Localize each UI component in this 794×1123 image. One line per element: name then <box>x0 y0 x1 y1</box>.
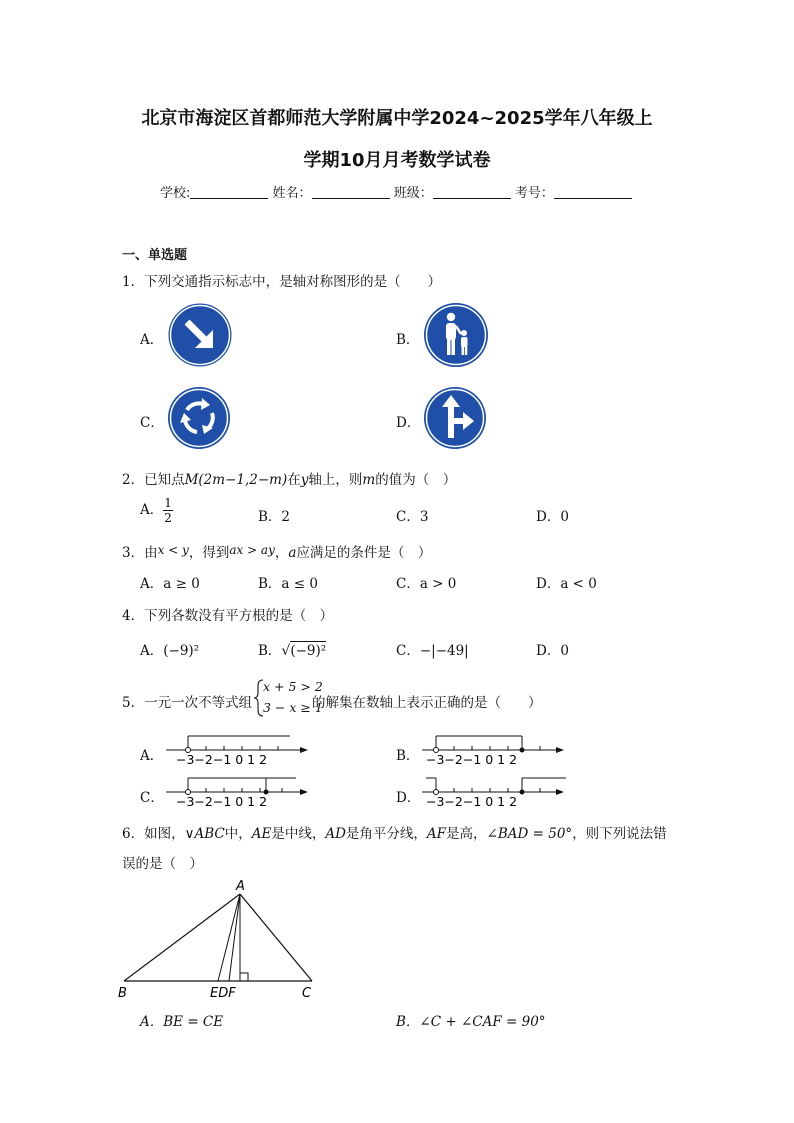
q4-sqrt-radicand: (−9)² <box>290 643 327 659</box>
q3-stem-c: ， <box>274 545 289 561</box>
q3-option-b: B．a ≤ 0 <box>258 576 318 592</box>
q3-option-c: C．a > 0 <box>396 576 457 592</box>
axis-labels: −3−2−1 0 1 2 <box>176 752 268 766</box>
name-label: 姓名： <box>272 186 312 201</box>
q5-option-a-label: A． <box>140 748 164 764</box>
q3-stem-d: 应满足的条件是（ ） <box>296 545 432 561</box>
q2-fraction <box>163 496 173 525</box>
roundabout-sign-icon <box>167 386 231 450</box>
q6-stem-b: 中， <box>224 826 252 842</box>
q4-stem: 4．下列各数没有平方根的是（ ） <box>122 608 334 624</box>
name-blank <box>312 186 390 199</box>
q2-stem-c: 轴上，则 <box>308 472 363 488</box>
q3-option-a: A．a ≥ 0 <box>140 576 200 592</box>
axis-labels: −3−2−1 0 1 2 <box>176 794 268 808</box>
student-info-row <box>160 182 632 201</box>
pedestrian-sign-icon <box>423 302 489 368</box>
q3-stem-b: ，得到 <box>188 545 230 561</box>
page-title-line2: 学期10月月考数学试卷 <box>303 150 491 171</box>
q1-stem: 1．下列交通指示标志中，是轴对称图形的是（ ） <box>122 274 442 290</box>
vertex-c-label: C <box>302 986 312 1001</box>
q2-y-axis: y <box>300 472 309 488</box>
q2-point-m: M(2m−1,2−m) <box>184 472 288 488</box>
q4-option-d: D．0 <box>536 643 569 659</box>
class-blank <box>433 186 511 199</box>
q6-angle: ∠BAD = 50° <box>486 826 573 842</box>
q5-inequality-2: 3 − x ≥ 1 <box>263 700 323 715</box>
q6-stem-f: ，则下列说法错 <box>572 826 667 842</box>
q3-option-d: D．a < 0 <box>536 576 597 592</box>
q5-option-a-number-line <box>162 732 312 766</box>
q6-option-a: A．BE = CE <box>140 1014 224 1030</box>
fraction-denominator: 2 <box>164 511 172 525</box>
q2-stem-b: 在 <box>287 472 301 488</box>
q6-stem-line2: 误的是（ ） <box>122 856 203 872</box>
q2-stem <box>122 468 456 488</box>
q5-option-c-label: C． <box>140 790 164 806</box>
q6-stem-line1 <box>122 822 667 842</box>
q1-option-c-label: C． <box>140 415 164 431</box>
q6-stem-e: 是高， <box>446 826 487 842</box>
q3-stem-a: 3．由 <box>122 545 158 561</box>
q2-var-m: m <box>362 472 376 488</box>
vertex-b-label: B <box>118 986 127 1001</box>
q3-stem <box>122 541 431 561</box>
class-label: 班级： <box>393 186 433 201</box>
q5-inequality-1: x + 5 > 2 <box>263 679 323 694</box>
q6-stem-c: 是中线， <box>271 826 326 842</box>
q2-option-d: D．0 <box>536 509 569 525</box>
q1-option-b-label: B． <box>396 332 420 348</box>
q6-ae: AE <box>251 826 272 842</box>
points-edf-label: EDF <box>210 986 236 1001</box>
q3-condition-1: x < y <box>157 543 189 557</box>
q2-option-a <box>140 496 173 525</box>
q2-option-b: B．2 <box>258 509 291 525</box>
q5-option-b-label: B． <box>396 748 420 764</box>
q1-option-a-label: A． <box>140 332 164 348</box>
q1-option-d-label: D． <box>396 415 421 431</box>
q2-stem-d: 的值为（ ） <box>375 472 457 488</box>
q2-stem-a: 2．已知点 <box>122 472 185 488</box>
q5-option-d-label: D． <box>396 790 421 806</box>
sqrt-symbol: √ <box>281 643 291 659</box>
q6-option-b: B．∠C + ∠CAF = 90° <box>396 1014 546 1030</box>
q4-option-b-label: B． <box>258 643 282 659</box>
q4-option-c: C．−|−49| <box>396 643 469 659</box>
q2-option-a-label: A． <box>140 502 164 518</box>
fraction-numerator: 1 <box>164 496 172 510</box>
vertex-a-label: A <box>236 879 245 894</box>
q6-stem-a: 6．如图， <box>122 826 185 842</box>
q6-stem-d: 是角平分线， <box>345 826 427 842</box>
q6-triangle: ∨ABC <box>184 826 225 842</box>
q5-option-b-number-line <box>418 732 568 766</box>
axis-labels: −3−2−1 0 1 2 <box>426 752 518 766</box>
q5-stem-b: 的解集在数轴上表示正确的是（ ） <box>312 695 542 711</box>
q5-option-d-number-line <box>418 774 568 808</box>
diagonal-arrow-sign-icon <box>167 302 233 368</box>
q6-ad: AD <box>325 826 346 842</box>
q5-option-c-number-line <box>162 774 312 808</box>
triangle-diagram <box>114 876 324 1002</box>
q4-option-a: A．(−9)² <box>140 643 200 659</box>
q3-condition-2: ax > ay <box>229 543 275 557</box>
q6-af: AF <box>426 826 447 842</box>
axis-labels: −3−2−1 0 1 2 <box>426 794 518 808</box>
q5-stem-a: 5．一元一次不等式组 <box>122 695 253 711</box>
school-label: 学校: <box>160 186 191 201</box>
q4-option-b <box>258 639 326 659</box>
q3-var-a: a <box>288 545 297 561</box>
school-blank <box>190 186 268 199</box>
number-blank <box>554 186 632 199</box>
q2-option-c: C．3 <box>396 509 429 525</box>
section-heading: 一、单选题 <box>122 248 188 263</box>
number-label: 考号： <box>514 186 554 201</box>
page-title-line1: 北京市海淀区首都师范大学附属中学2024~2025学年八年级上 <box>141 108 653 129</box>
straight-or-right-sign-icon <box>423 386 487 450</box>
